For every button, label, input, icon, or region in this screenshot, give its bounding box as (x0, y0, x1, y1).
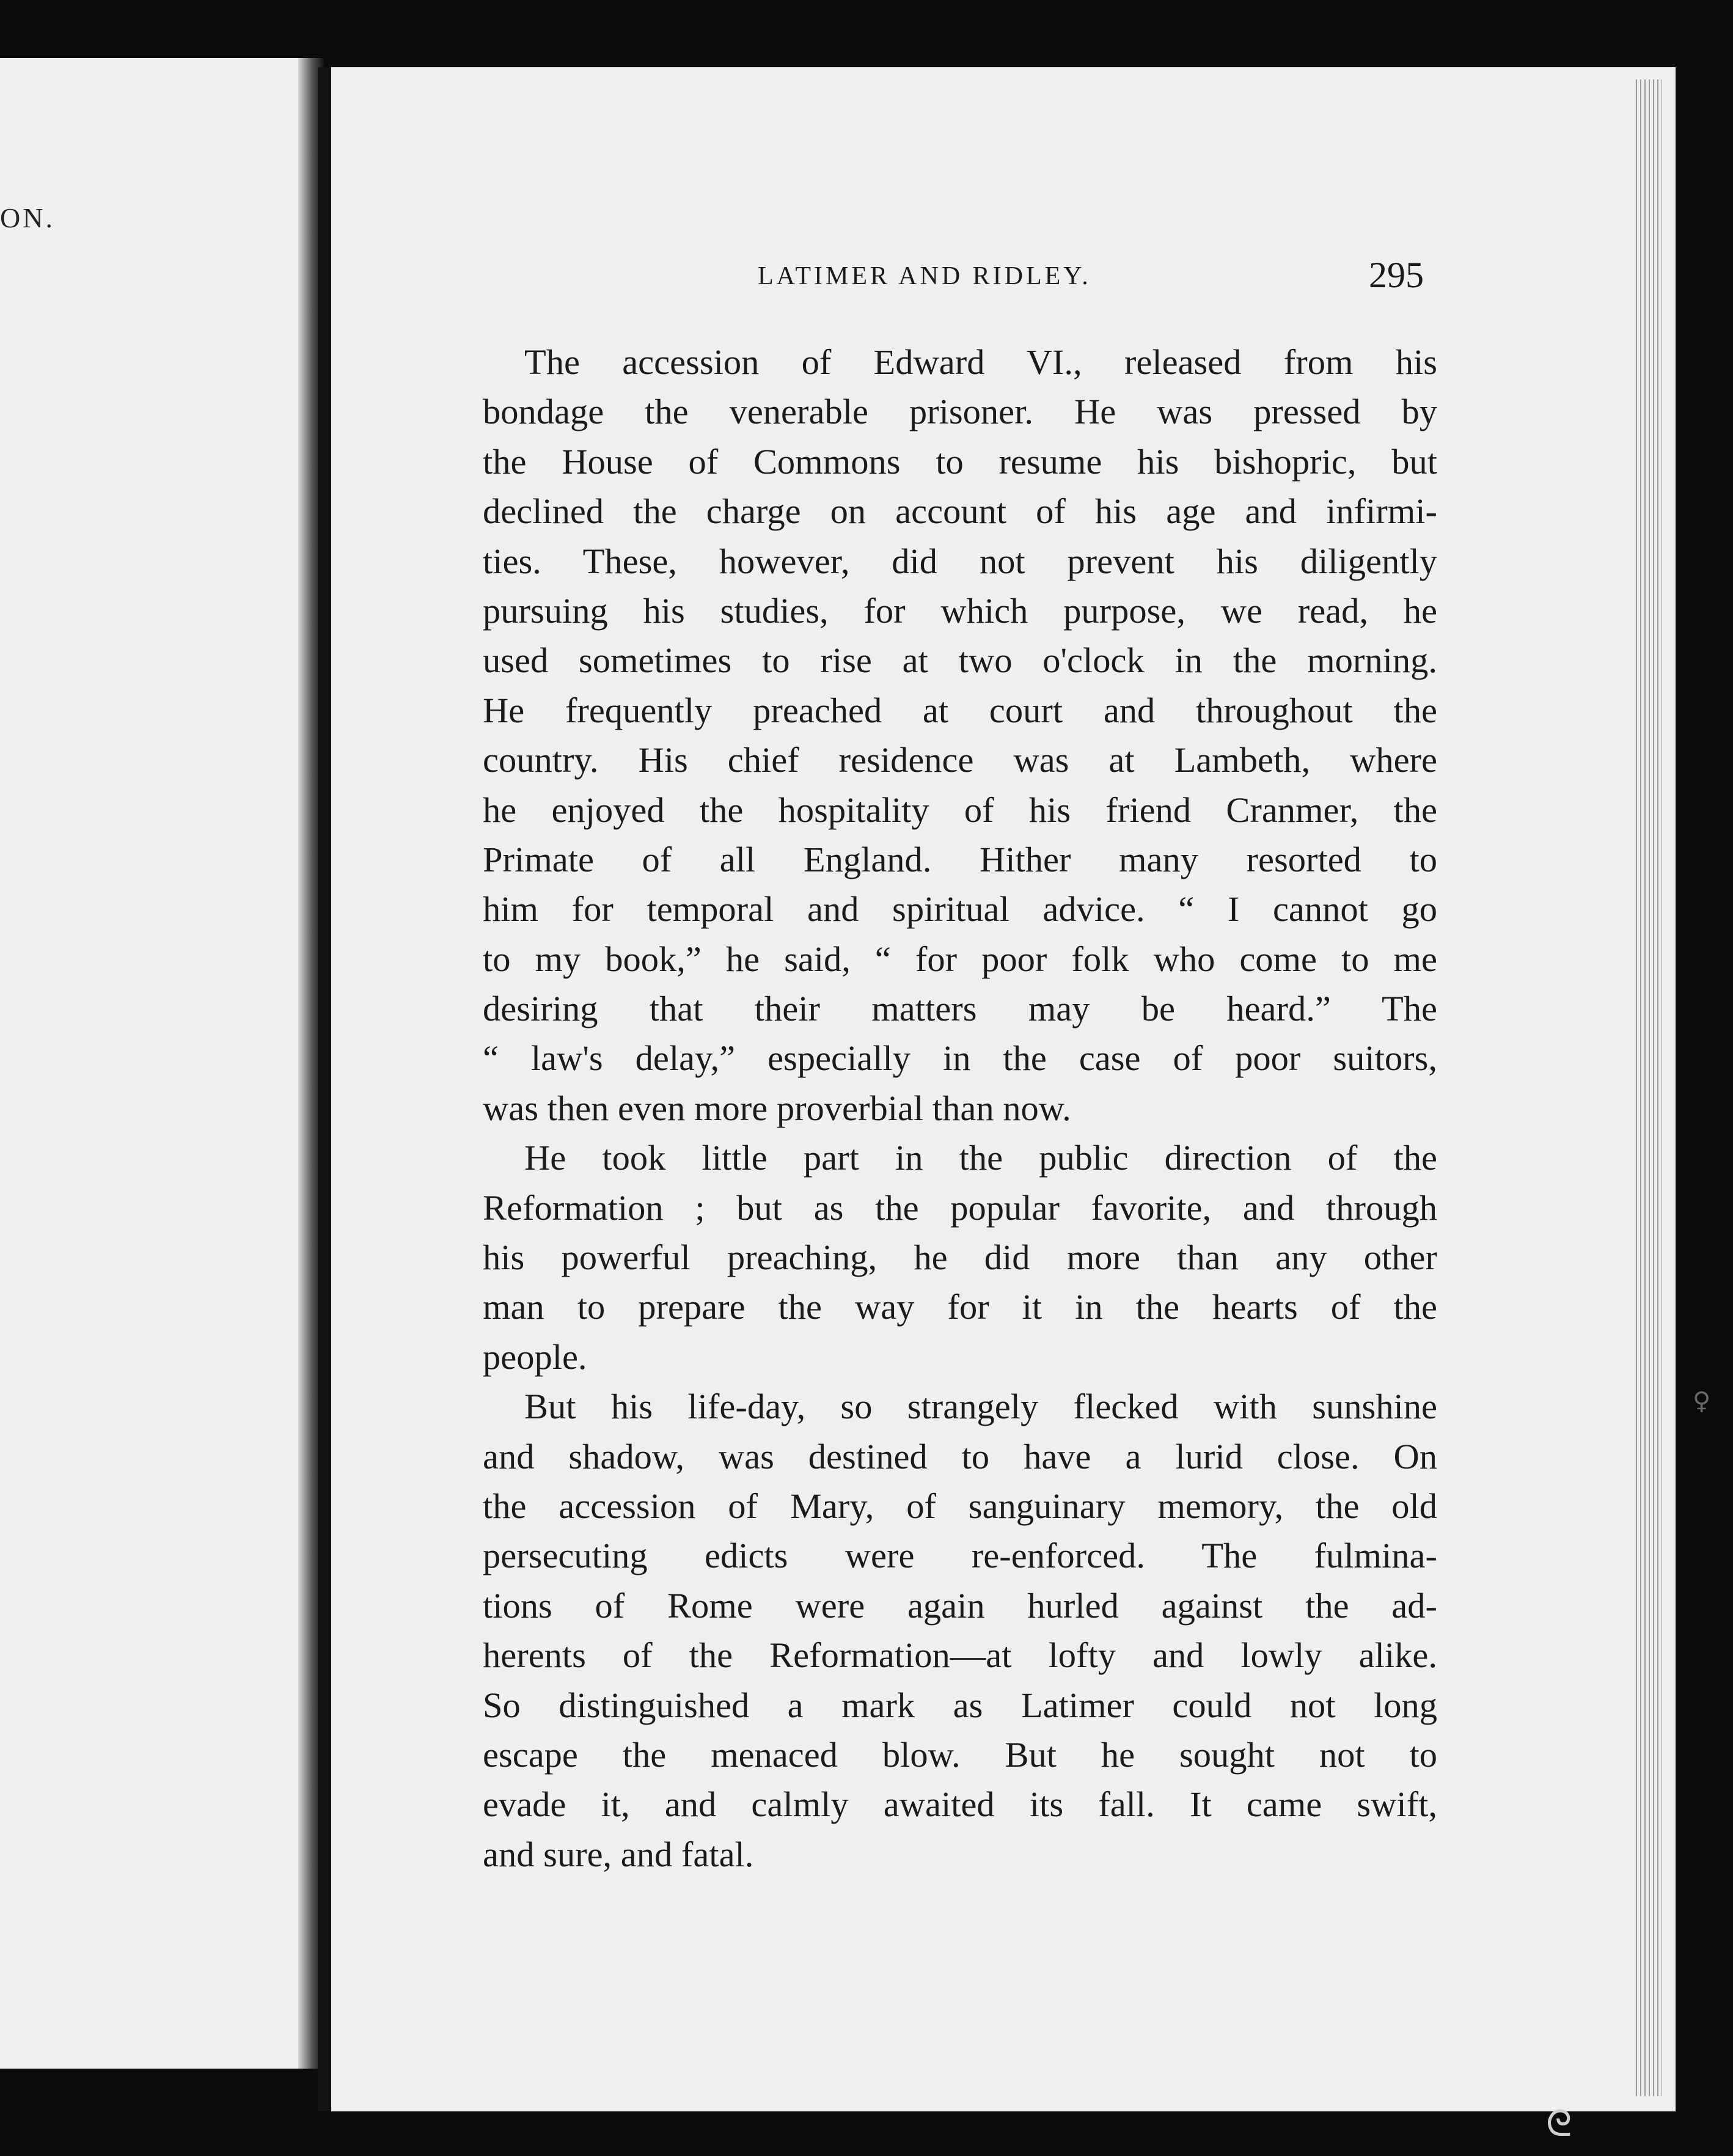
text-line: evade it, and calmly awaited its fall. It came swift, (483, 1784, 1437, 1825)
text-line: He frequently preached at court and throughout the (483, 690, 1437, 730)
text-line: tions of Rome were again hurled against the ad- (483, 1585, 1437, 1626)
paragraph (483, 337, 1437, 1133)
text-line: declined the charge on account of his age and infirmi- (483, 491, 1437, 532)
left-running-head: ON. (0, 202, 55, 233)
text-line: his powerful preaching, he did more than any other (483, 1238, 1437, 1278)
text-line: Reformation ; but as the popular favorite, and through (483, 1187, 1437, 1228)
text-line: him for temporal and spiritual advice. “ I cannot go (483, 889, 1437, 930)
text-line: and sure, and fatal. (483, 1834, 754, 1874)
left-page (0, 58, 310, 2069)
text-line: He took little part in the public direction of the (524, 1138, 1437, 1178)
page-edges (1633, 79, 1662, 2096)
text-line: people. (483, 1336, 587, 1377)
text-line: The accession of Edward VI., released from his (524, 342, 1437, 382)
scan-artifact-icon: ᘓ (1546, 2102, 1572, 2145)
text-line: he enjoyed the hospitality of his friend Cranmer, the (483, 790, 1437, 830)
text-line: bondage the venerable prisoner. He was pressed by (483, 392, 1437, 432)
body-text (483, 337, 1437, 1879)
text-line: was then even more proverbial than now. (483, 1088, 1071, 1128)
text-line: persecuting edicts were re-enforced. The fulmina- (483, 1536, 1437, 1576)
text-line: pursuing his studies, for which purpose, we read, he (483, 590, 1437, 631)
paragraph (483, 1133, 1437, 1382)
text-line: the House of Commons to resume his bishopric, but (483, 441, 1437, 482)
text-line: man to prepare the way for it in the hearts of the (483, 1287, 1437, 1327)
scan-artifact-icon: ♀ (1693, 1387, 1711, 1415)
text-line: desiring that their matters may be heard.” The (483, 989, 1437, 1029)
text-line: ties. These, however, did not prevent his diligently (483, 541, 1437, 581)
text-line: “ law's delay,” especially in the case of poor suitors, (483, 1038, 1437, 1079)
paragraph (483, 1382, 1437, 1879)
text-line: So distinguished a mark as Latimer could not long (483, 1685, 1437, 1725)
text-line: country. His chief residence was at Lambeth, where (483, 740, 1437, 780)
text-line: Primate of all England. Hither many resorted to (483, 839, 1437, 879)
text-line: and shadow, was destined to have a lurid close. On (483, 1436, 1437, 1476)
text-line: escape the menaced blow. But he sought not to (483, 1734, 1437, 1775)
text-line: But his life-day, so strangely flecked with sunshine (524, 1387, 1437, 1427)
text-line: to my book,” he said, “ for poor folk who come to me (483, 939, 1437, 979)
running-head: LATIMER AND RIDLEY. (758, 262, 1091, 290)
text-line: herents of the Reformation—at lofty and lowly alike. (483, 1635, 1437, 1676)
page-number: 295 (1369, 255, 1424, 295)
text-line: the accession of Mary, of sanguinary memory, the old (483, 1486, 1437, 1526)
text-line: used sometimes to rise at two o'clock in the morning. (483, 640, 1437, 681)
